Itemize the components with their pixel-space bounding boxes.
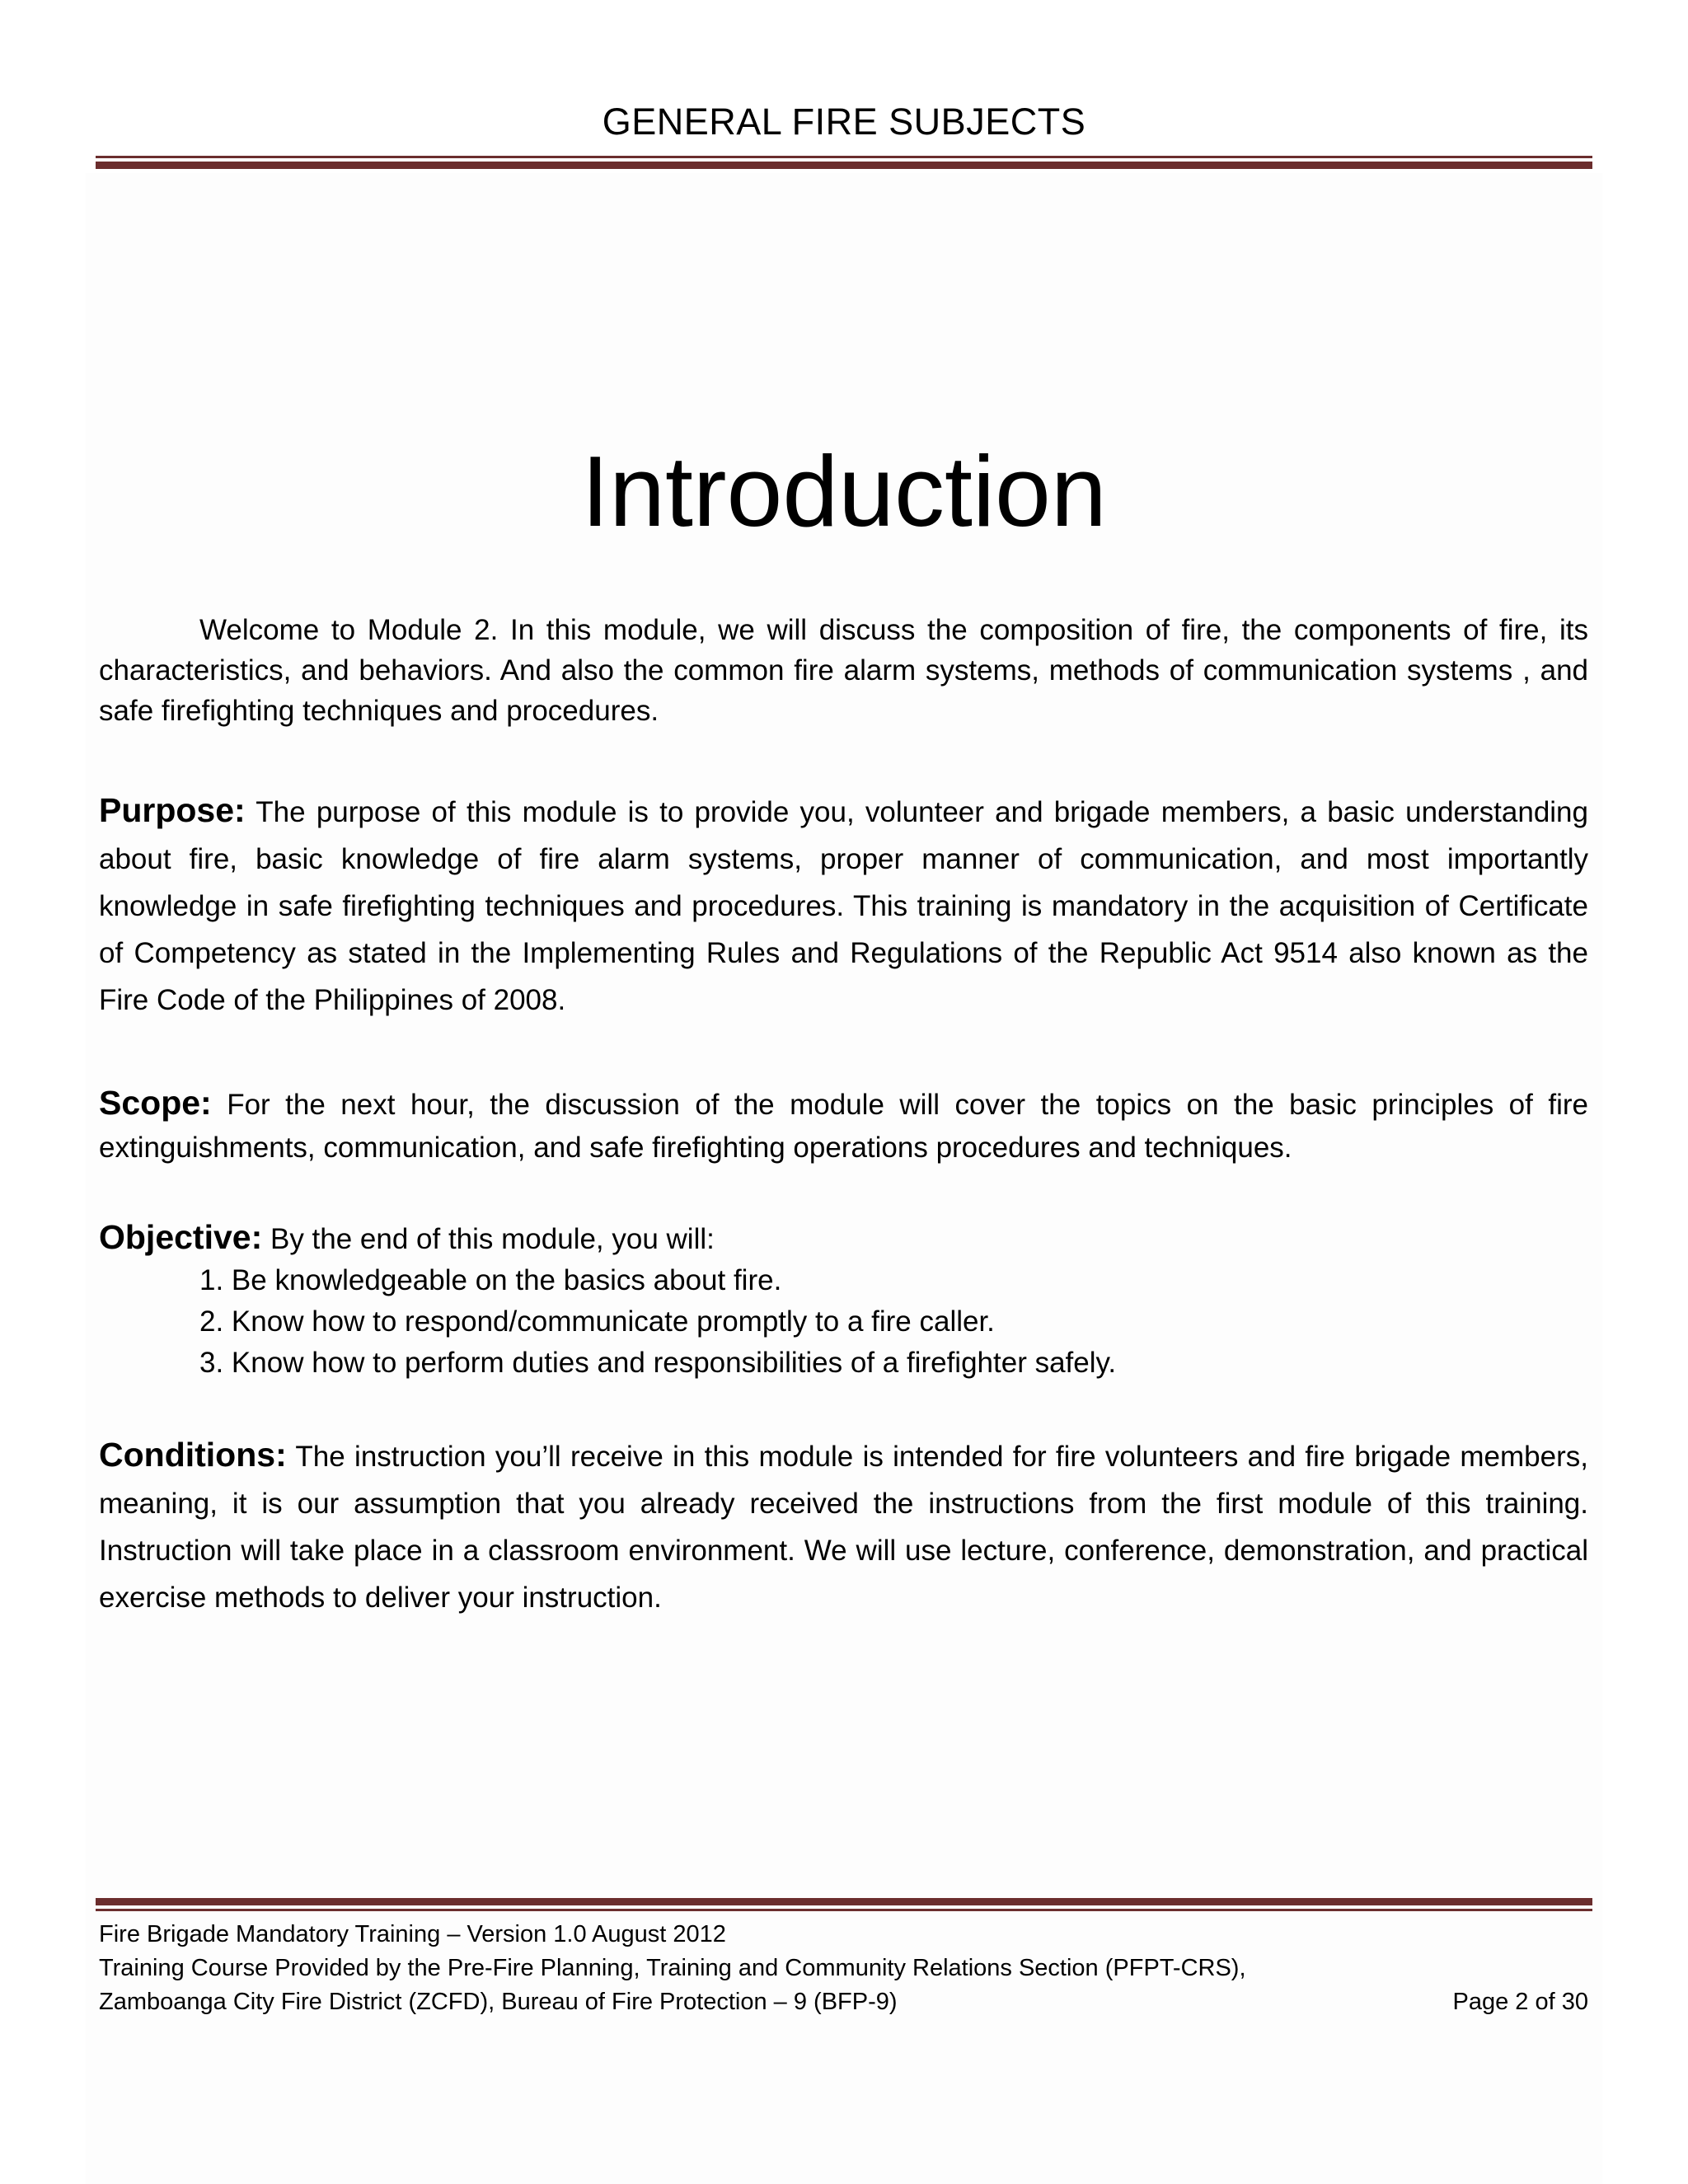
purpose-label: Purpose:	[99, 791, 246, 829]
objective-section	[99, 1216, 1588, 1384]
footer-line-3: Zamboanga City Fire District (ZCFD), Bureau of Fire Protection – 9 (BFP-9)	[99, 1989, 898, 2015]
conditions-label: Conditions:	[99, 1436, 287, 1474]
objective-label: Objective:	[99, 1218, 263, 1256]
scope-paragraph	[99, 1081, 1588, 1169]
objective-list	[99, 1260, 1588, 1384]
welcome-paragraph: Welcome to Module 2. In this module, we will discuss the composition of fire, the components of fire, its characteristics, and behaviors. And also the common fire alarm systems, methods of communication systems , and safe firefighting techniques and procedures.	[99, 614, 1588, 727]
objective-text: By the end of this module, you will:	[270, 1223, 715, 1255]
footer-rule	[96, 1898, 1592, 1911]
list-item: 3. Know how to perform duties and responsibilities of a firefighter safely.	[199, 1347, 1117, 1379]
conditions-text: The instruction you’ll receive in this module is intended for fire volunteers and fire brigade members, meaning, it is our assumption that you already received the instructions from the first module of this training. Instruction will take place in a classroom environment. We will use lecture, conference, demonstration, and practical exercise methods to deliver your instruction.	[99, 1441, 1588, 1614]
running-header: GENERAL FIRE SUBJECTS	[602, 101, 1086, 143]
list-item: 2. Know how to respond/communicate promptly to a fire caller.	[199, 1305, 995, 1338]
page-number: Page 2 of 30	[1452, 1989, 1588, 2015]
scope-text: For the next hour, the discussion of the module will cover the topics on the basic principles of fire extinguishments, communication, and safe firefighting operations procedures and techniques.	[99, 1089, 1588, 1164]
footer-line-1: Fire Brigade Mandatory Training – Version 1.0 August 2012	[99, 1921, 726, 1947]
purpose-text: The purpose of this module is to provide you, volunteer and brigade members, a basic understanding about fire, basic knowledge of fire alarm systems, proper manner of communication, and most importantly knowledge in safe firefighting techniques and procedures. This training is mandatory in the acquisition of Certificate of Competency as stated in the Implementing Rules and Regulations of the Republic Act 9514 also known as the Fire Code of the Philippines of 2008.	[99, 796, 1588, 1016]
page-title: Introduction	[581, 435, 1107, 547]
purpose-paragraph	[99, 787, 1588, 1024]
footer-line-2: Training Course Provided by the Pre-Fire Planning, Training and Community Relations Section (PFPT-CRS),	[99, 1955, 1246, 1981]
page-footer	[99, 1918, 1588, 2019]
conditions-paragraph	[99, 1432, 1588, 1621]
scope-label: Scope:	[99, 1084, 212, 1122]
list-item: 1. Be knowledgeable on the basics about fire.	[199, 1264, 782, 1296]
header-rule	[96, 156, 1592, 169]
